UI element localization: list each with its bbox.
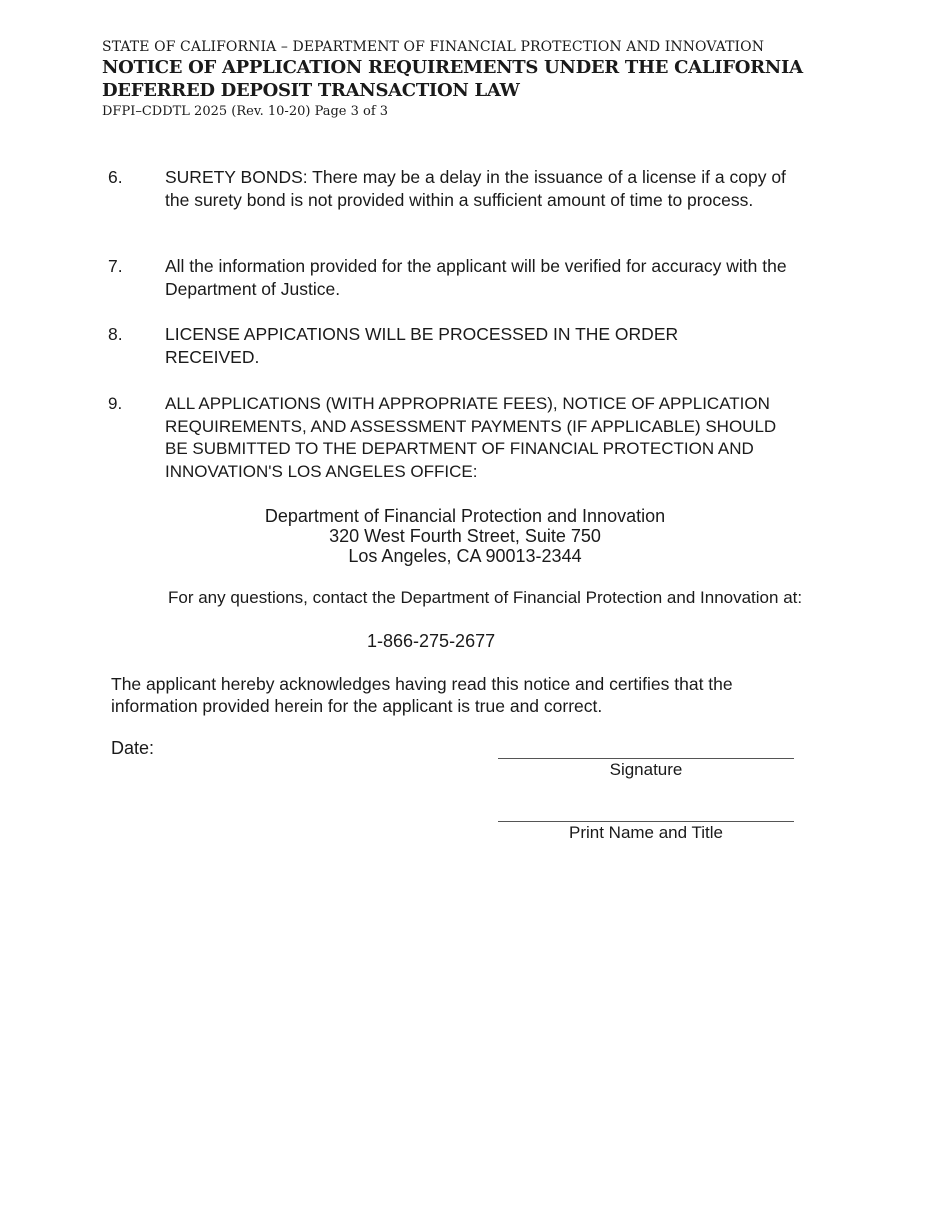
- address-line-3: Los Angeles, CA 90013-2344: [348, 546, 582, 566]
- list-item-6: [108, 166, 788, 211]
- signature-line[interactable]: [498, 758, 794, 759]
- contact-text: For any questions, contact the Department of Financial Protection and Innovation at:: [168, 588, 803, 607]
- document-title-line-1: NOTICE OF APPLICATION REQUIREMENTS UNDER THE CALIFORNIA: [102, 57, 803, 78]
- address-line-1: Department of Financial Protection and Innovation: [264, 506, 666, 526]
- item-number: 7.: [108, 256, 123, 276]
- item-number: 8.: [108, 324, 123, 344]
- list-item-8: [108, 323, 748, 368]
- item-text: ALL APPLICATIONS (WITH APPROPRIATE FEES), NOTICE OF APPLICATION REQUIREMENTS, AND ASSESSMENT PAYMENTS (IF APPLICABLE) SHOULD BE SUBMITTED TO THE DEPARTMENT OF FINANCIAL PROTECTION AND INNOVATION'S LOS ANGELES OFFICE:: [165, 394, 777, 481]
- item-text: LICENSE APPICATIONS WILL BE PROCESSED IN THE ORDER RECEIVED.: [165, 324, 679, 367]
- acknowledgement-text: The applicant hereby acknowledges having read this notice and certifies that the information provided herein for the applicant is true and correct.: [111, 674, 733, 716]
- date-label: Date:: [111, 738, 155, 758]
- signature-label: Signature: [609, 760, 683, 779]
- item-number: 9.: [108, 394, 123, 413]
- list-item-7: [108, 255, 788, 300]
- form-number: DFPI–CDDTL 2025 (Rev. 10-20) Page 3 of 3: [102, 104, 389, 119]
- document-header: [102, 38, 902, 121]
- item-text: All the information provided for the applicant will be verified for accuracy with the Department of Justice.: [165, 256, 787, 299]
- item-number: 6.: [108, 167, 123, 187]
- agency-name: STATE OF CALIFORNIA – DEPARTMENT OF FINANCIAL PROTECTION AND INNOVATION: [102, 39, 765, 55]
- document-title-line-2: DEFERRED DEPOSIT TRANSACTION LAW: [102, 80, 520, 101]
- print-name-line[interactable]: [498, 821, 794, 822]
- address-line-2: 320 West Fourth Street, Suite 750: [329, 526, 601, 546]
- phone-number: 1-866-275-2677: [367, 631, 496, 651]
- item-text: SURETY BONDS: There may be a delay in the issuance of a license if a copy of the surety bond is not provided within a sufficient amount of time to process.: [165, 167, 786, 210]
- list-item-9: [108, 393, 778, 483]
- mailing-address: [200, 506, 730, 566]
- print-name-label: Print Name and Title: [568, 823, 723, 842]
